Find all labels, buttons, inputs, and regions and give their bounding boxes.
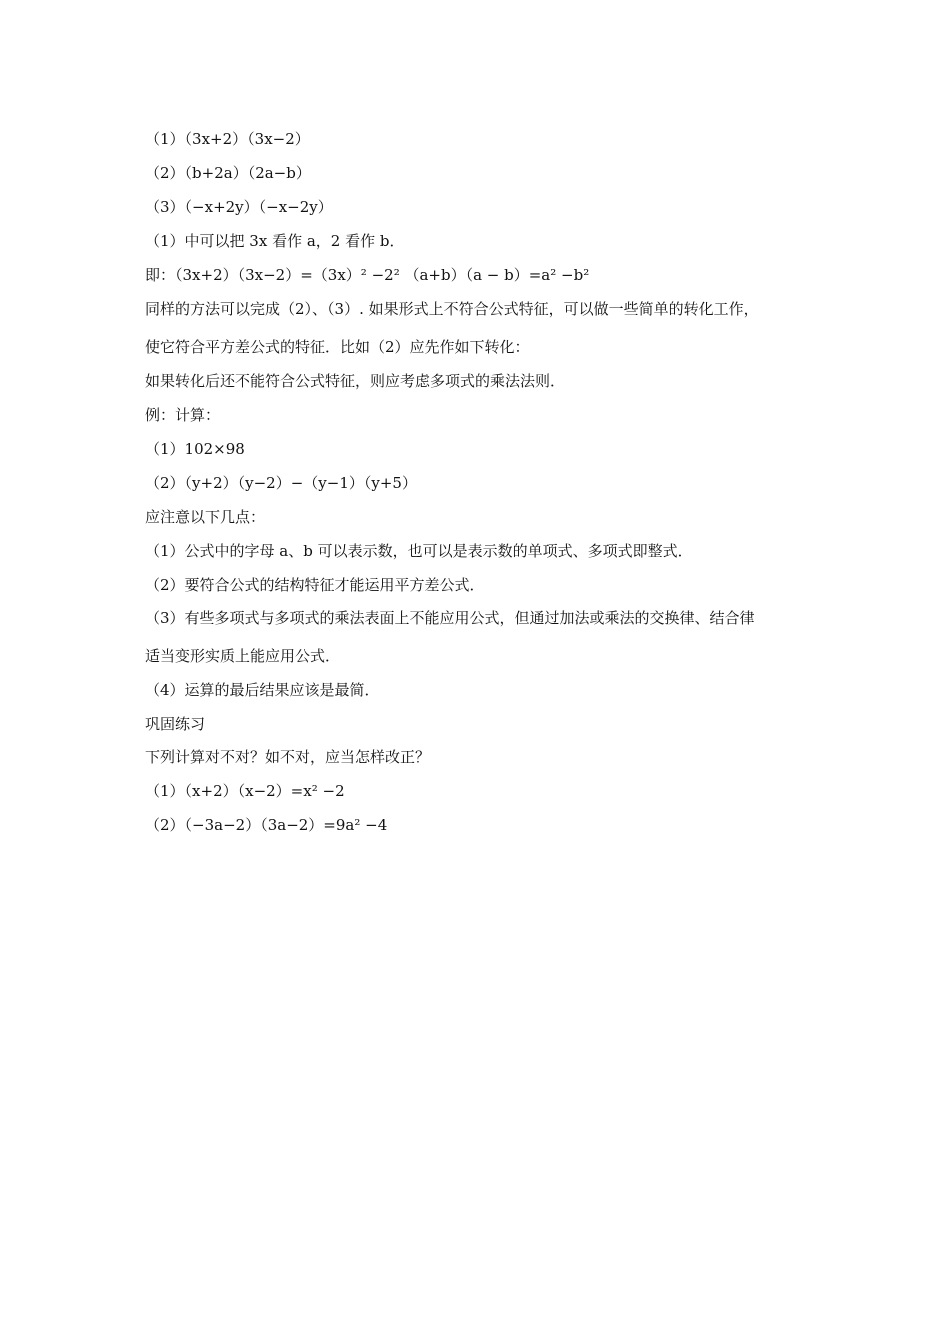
line-note-1: （1）公式中的字母 a、b 可以表示数，也可以是表示数的单项式、多项式即整式． — [145, 542, 693, 560]
line-example-3: （3）（−x+2y）（−x−2y） — [145, 198, 333, 216]
line-practice-1: （1）（x+2）（x−2）=x² −2 — [145, 782, 345, 800]
line-fallback: 如果转化后还不能符合公式特征，则应考虑多项式的乘法法则． — [145, 372, 566, 390]
line-explanation: （1）中可以把 3x 看作 a，2 看作 b． — [145, 232, 405, 250]
line-notes-heading: 应注意以下几点： — [145, 508, 266, 526]
line-formula: 即：（3x+2）（3x−2）=（3x）² −2² （a+b）（a − b）=a² −b² — [145, 266, 590, 284]
line-calc-1: （1）102×98 — [145, 440, 245, 458]
line-example-2: （2）（b+2a）（2a−b） — [145, 164, 311, 182]
line-note-2: （2）要符合公式的结构特征才能运用平方差公式． — [145, 576, 485, 594]
line-example-1: （1）（3x+2）（3x−2） — [145, 130, 310, 148]
line-practice-question: 下列计算对不对？如不对，应当怎样改正？ — [145, 748, 431, 766]
line-note-4: （4）运算的最后结果应该是最简． — [145, 681, 380, 699]
line-practice-heading: 巩固练习 — [145, 715, 206, 733]
line-practice-2: （2）（−3a−2）（3a−2）=9a² −4 — [145, 816, 388, 834]
line-note-3a: （3）有些多项式与多项式的乘法表面上不能应用公式，但通过加法或乘法的交换律、结合律 — [145, 609, 755, 627]
line-transform: 使它符合平方差公式的特征．比如（2）应先作如下转化： — [145, 338, 530, 356]
line-note-3b: 适当变形实质上能应用公式． — [145, 647, 341, 665]
line-example-heading: 例：计算： — [145, 406, 221, 424]
line-method: 同样的方法可以完成（2）、（3）. 如果形式上不符合公式特征，可以做一些简单的转化工作， — [145, 300, 759, 318]
line-calc-2: （2）（y+2）（y−2）−（y−1）（y+5） — [145, 474, 417, 492]
